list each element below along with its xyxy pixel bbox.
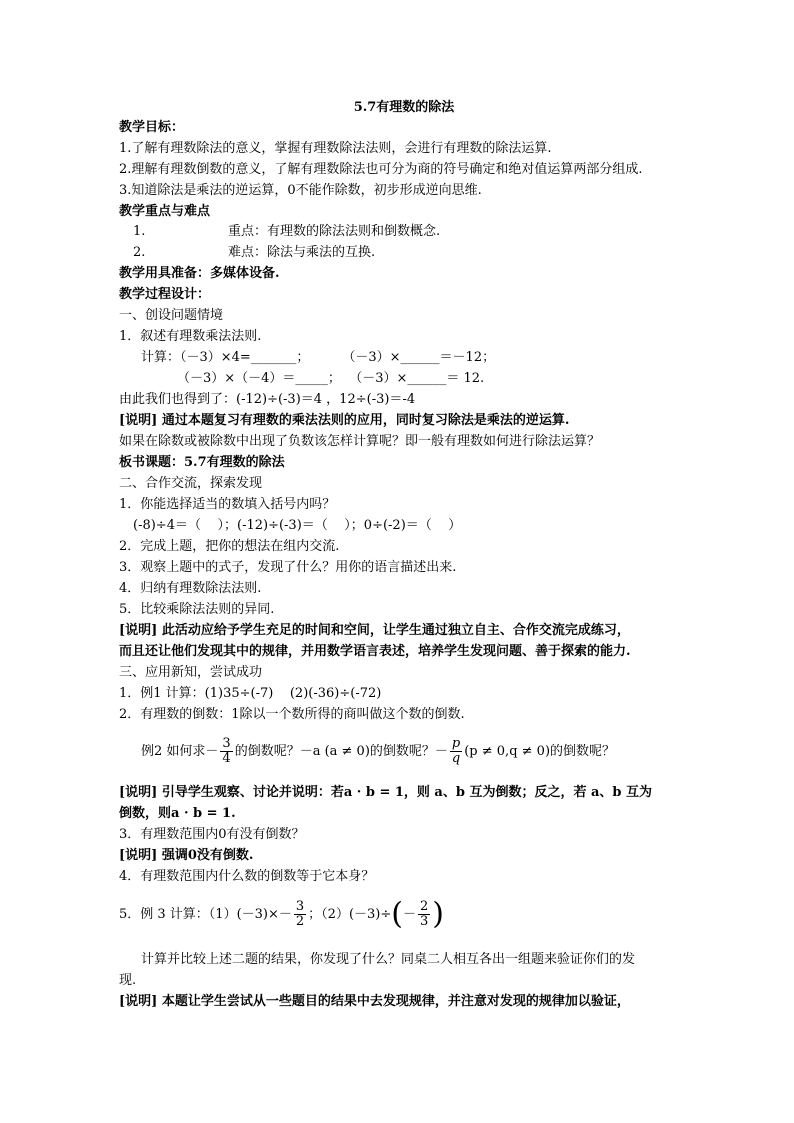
text-line: 3．有理数范围内0有没有倒数？ bbox=[119, 827, 305, 842]
example-3-line bbox=[119, 898, 444, 932]
text-line: 三、应用新知，尝试成功 bbox=[119, 665, 263, 680]
fraction-p-q bbox=[450, 737, 462, 766]
section-heading: 教学重点与难点 bbox=[119, 204, 211, 219]
text-line: 计算并比较上述二题的结果，你发现了什么？同桌二人相互各出一组题来验证你们的发 bbox=[141, 952, 636, 967]
fraction-denominator: 4 bbox=[222, 751, 231, 766]
text-line: 由此我们也得到了：(-12)÷(-3)＝4 ，12÷(-3)＝-4 bbox=[119, 392, 416, 407]
text-line: （－3）×（－4）＝_____； （－3）×______＝ 12. bbox=[177, 371, 485, 386]
note-line: [说明] 此活动应给予学生充足的时间和空间，让学生通过独立自主、合作交流完成练习， bbox=[119, 623, 630, 638]
text-line: 5．比较乘除法法则的异同. bbox=[119, 602, 275, 617]
note-line: [说明] 通过本题复习有理数的乘法法则的应用，同时复习除法是乘法的逆运算. bbox=[119, 413, 570, 428]
ex3-negative: － bbox=[402, 907, 416, 922]
text-line: 1．叙述有理数乘法法则. bbox=[119, 329, 262, 344]
ex3-prefix: 5．例 3 计算：（1）(－3)×－ bbox=[119, 907, 292, 922]
left-paren: ( bbox=[391, 896, 403, 932]
note-line: [说明] 本题让学生尝试从一些题目的结果中去发现规律，并注意对发现的规律加以验证， bbox=[119, 994, 630, 1009]
page-title: 5.7有理数的除法 bbox=[353, 100, 455, 115]
text-line: 二、合作交流，探索发现 bbox=[119, 476, 263, 491]
text-line: 3．观察上题中的式子，发现了什么？用你的语言描述出来. bbox=[119, 560, 457, 575]
text-line: 如果在除数或被除数中出现了负数该怎样计算呢？即一般有理数如何进行除法运算？ bbox=[119, 434, 601, 449]
note-line: 倒数，则a · b = 1. bbox=[119, 806, 236, 821]
section-heading: 教学目标： bbox=[119, 120, 185, 135]
note-line: [说明] 引导学生观察、讨论并说明：若a · b = 1，则 a、b 互为倒数；反之，若 a、b 互为 bbox=[119, 785, 653, 800]
ex2-suffix: (p ≠ 0,q ≠ 0)的倒数呢？ bbox=[464, 744, 616, 759]
fraction-denominator: q bbox=[451, 751, 461, 766]
fraction-3-2 bbox=[294, 900, 306, 929]
fraction-2-3 bbox=[418, 900, 430, 929]
note-line: 而且还让他们发现其中的规律，并用数学语言表述，培养学生发现问题、善于探索的能力. bbox=[119, 644, 631, 659]
fraction-numerator: 3 bbox=[222, 736, 231, 751]
text-line: 1．你能选择适当的数填入括号内吗？ bbox=[119, 497, 336, 512]
text-line: 2.理解有理数倒数的意义，了解有理数除法也可分为商的符号确定和绝对值运算两部分组成. bbox=[119, 162, 643, 177]
section-heading: 教学过程设计： bbox=[119, 287, 211, 302]
section-heading: 板书课题：5.7有理数的除法 bbox=[119, 455, 285, 470]
text-line: 2．有理数的倒数：1除以一个数所得的商叫做这个数的倒数. bbox=[119, 707, 465, 722]
text-line: 4．有理数范围内什么数的倒数等于它本身？ bbox=[119, 869, 375, 884]
text-line: 4．归纳有理数除法法则. bbox=[119, 581, 262, 596]
fraction-numerator: 2 bbox=[420, 899, 429, 914]
fraction-denominator: 3 bbox=[420, 914, 429, 929]
text-line: 1．例1 计算：(1)35÷(-7) (2)(-36)÷(-72) bbox=[119, 686, 382, 701]
text-line: (-8)÷4＝（ ）；(-12)÷(-3)＝（ ）；0÷(-2)＝（ ） bbox=[133, 518, 462, 533]
text-line: 现. bbox=[119, 973, 137, 988]
ex2-prefix: 例2 如何求－ bbox=[141, 744, 219, 759]
fraction-numerator: p bbox=[451, 736, 461, 751]
text-line: 计算：（－3）×4=_______； （－3）×______＝－12； bbox=[141, 350, 496, 365]
text-line: 2．完成上题，把你的想法在组内交流. bbox=[119, 539, 340, 554]
fraction-denominator: 2 bbox=[295, 914, 305, 929]
ex2-middle: 的倒数呢？－a (a ≠ 0)的倒数呢？－ bbox=[234, 744, 448, 759]
ex3-middle: ；（2）(－3)÷ bbox=[308, 907, 392, 922]
note-line: [说明] 强调0没有倒数. bbox=[119, 848, 254, 863]
text-line: 一、创设问题情境 bbox=[119, 308, 224, 323]
text-line: 2. 难点：除法与乘法的互换. bbox=[133, 245, 376, 260]
text-line: 3.知道除法是乘法的逆运算，0不能作除数，初步形成逆向思维. bbox=[119, 183, 482, 198]
text-line: 1. 重点：有理数的除法法则和倒数概念. bbox=[133, 224, 441, 239]
section-heading: 教学用具准备：多媒体设备. bbox=[119, 266, 280, 281]
fraction-numerator: 3 bbox=[295, 899, 305, 914]
fraction-3-4 bbox=[220, 737, 232, 766]
text-line: 1.了解有理数除法的意义，掌握有理数除法法则，会进行有理数的除法运算. bbox=[119, 141, 552, 156]
right-paren: ) bbox=[432, 896, 444, 932]
example-2-line bbox=[141, 736, 615, 768]
